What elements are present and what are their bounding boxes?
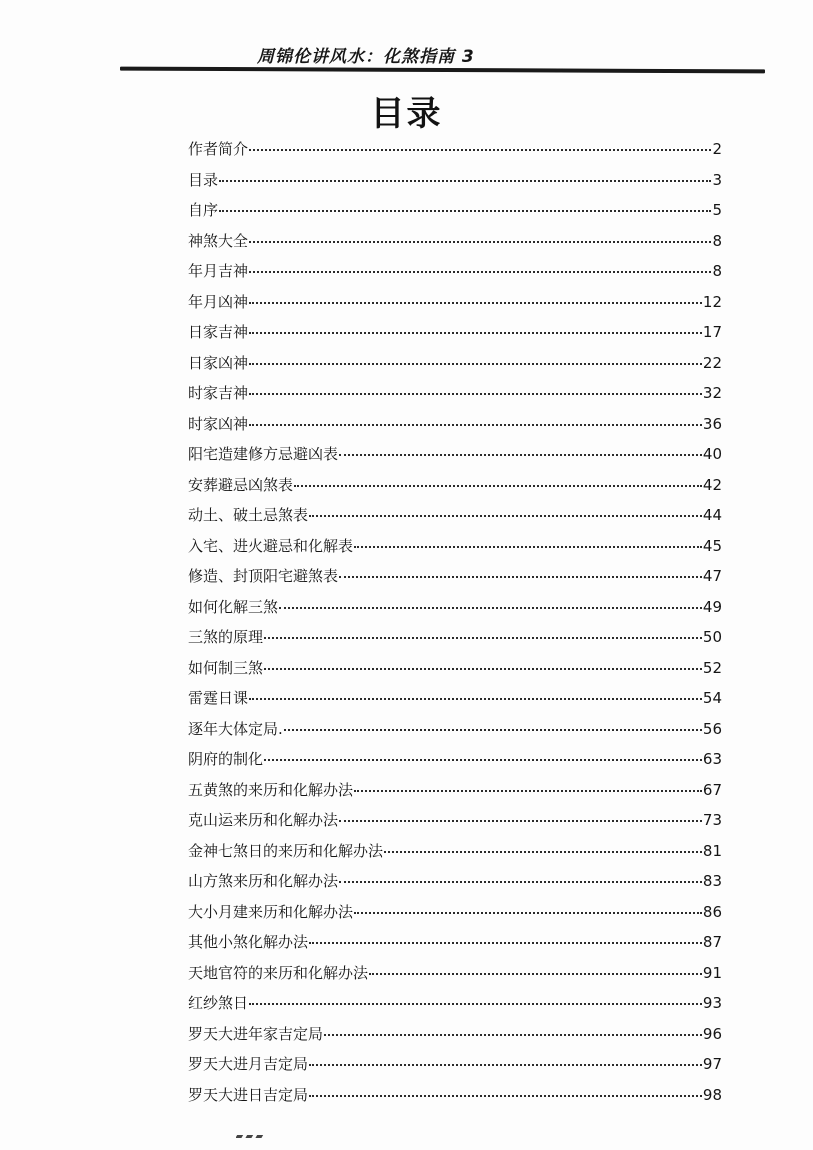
toc-entry-page-number: 5 [712,201,722,219]
dot-leader [369,973,702,975]
toc-entry[interactable] [188,1084,722,1115]
toc-entry[interactable] [188,1023,722,1054]
toc-entry-page-number: 49 [702,597,722,616]
dot-leader [339,820,702,822]
toc-entry[interactable] [188,687,722,718]
toc-entry-page-number: 98 [702,1085,722,1104]
toc-entry[interactable] [188,718,722,749]
toc-entry-label: 目录 [188,170,219,189]
toc-entry-label: 山方煞来历和化解办法 [188,872,339,890]
dot-leader [249,332,702,334]
toc-entry[interactable] [188,169,722,200]
toc-entry-label: 年月凶神 [188,292,249,311]
toc-entry[interactable] [188,321,722,352]
toc-entry[interactable] [188,504,722,535]
dot-leader [309,515,702,517]
toc-entry-label: 动土、破土忌煞表 [188,506,309,524]
toc-entry-label: 大小月建来历和化解办法 [188,902,354,921]
toc-entry-label: 时家吉神 [188,384,249,402]
toc-entry-label: 年月吉神 [188,262,249,280]
toc-entry-page-number: 87 [702,933,722,951]
toc-entry[interactable] [188,230,722,261]
toc-entry-page-number: 3 [712,170,722,189]
toc-entry-page-number: 12 [702,292,722,311]
toc-entry[interactable] [188,138,722,169]
toc-entry-label: 罗天大进年家吉定局 [188,1024,324,1043]
toc-entry-page-number: 83 [702,872,722,890]
toc-entry-label: 阴府的制化 [188,750,264,768]
footer-scan-mark [236,1124,276,1138]
toc-entry[interactable] [188,535,722,566]
toc-entry-page-number: 67 [702,780,722,799]
toc-entry-label: 天地官符的来历和化解办法 [188,963,369,982]
toc-entry-page-number: 56 [702,719,722,738]
dot-leader [279,607,702,609]
toc-entry-page-number: 81 [702,841,722,860]
toc-entry-page-number: 73 [702,811,722,829]
dot-leader [264,668,702,670]
page-title: 目录 [370,94,443,134]
dot-leader [219,210,711,212]
toc-entry[interactable] [188,931,722,962]
toc-entry-label: 日家吉神 [188,323,249,341]
dot-leader [264,637,702,639]
toc-entry-label: 红纱煞日 [188,994,249,1012]
dot-leader [354,546,702,548]
toc-entry-label: 时家凶神 [188,414,249,433]
dot-leader [219,180,711,182]
toc-entry-page-number: 8 [712,231,722,250]
toc-entry-label: 如何制三煞 [188,658,264,677]
toc-entry-label: 日家凶神 [188,353,249,372]
dot-leader [249,271,711,273]
toc-entry[interactable] [188,352,722,383]
dot-leader [249,241,711,243]
toc-entry-page-number: 36 [702,414,722,433]
toc-entry-label: 自序 [188,201,219,219]
toc-entry[interactable] [188,962,722,993]
toc-entry[interactable] [188,1053,722,1084]
toc-entry-label: 罗天大进日吉定局 [188,1085,309,1104]
toc-entry-page-number: 45 [702,536,722,555]
toc-entry[interactable] [188,596,722,627]
toc-entry-page-number: 52 [702,658,722,677]
dot-leader [339,454,702,456]
dot-leader [309,1095,702,1097]
toc-entry-page-number: 91 [702,963,722,982]
toc-entry[interactable] [188,382,722,413]
toc-entry-label: 神煞大全 [188,231,249,250]
toc-entry[interactable] [188,565,722,596]
dot-leader [384,851,702,853]
toc-entry[interactable] [188,474,722,505]
dot-leader [264,759,702,761]
dot-leader [249,363,702,365]
header-rule [120,67,765,74]
dot-leader [249,149,711,151]
toc-entry-page-number: 44 [702,506,722,524]
toc-entry-label: 阳宅造建修方忌避凶表 [188,445,339,463]
toc-entry[interactable] [188,291,722,322]
toc-entry-page-number: 97 [702,1055,722,1073]
dot-leader [249,393,702,395]
toc-entry-label: 安葬避忌凶煞表 [188,475,294,494]
toc-entry-label: 作者简介 [188,140,249,158]
toc-entry[interactable] [188,260,722,291]
dot-leader [284,729,702,731]
toc-entry-page-number: 93 [702,994,722,1012]
toc-entry-label: 罗天大进月吉定局 [188,1055,309,1073]
dot-leader [339,881,702,883]
dot-leader [294,485,702,487]
toc-entry-page-number: 63 [702,750,722,768]
running-header: 周锦伦讲风水：化煞指南 3 [257,47,475,67]
toc-entry-label: 入宅、进火避忌和化解表 [188,536,354,555]
toc-entry-label: 如何化解三煞 [188,597,279,616]
toc-entry-page-number: 22 [702,353,722,372]
dot-leader [354,912,702,914]
toc-entry-label: 其他小煞化解办法 [188,933,309,951]
toc-entry-page-number: 40 [702,445,722,463]
toc-entry[interactable] [188,626,722,657]
toc-entry-label: 金神七煞日的来历和化解办法 [188,841,384,860]
dot-leader [249,1003,702,1005]
toc-entry[interactable] [188,809,722,840]
toc-entry-label: 逐年大体定局. [188,719,283,738]
dot-leader [339,576,702,578]
toc-entry-page-number: 42 [702,475,722,494]
toc-entry-page-number: 86 [702,902,722,921]
dot-leader [249,424,702,426]
toc-entry[interactable] [188,779,722,810]
dot-leader [324,1034,702,1036]
toc-entry-page-number: 50 [702,628,722,646]
toc-entry-page-number: 47 [702,567,722,585]
toc-entry-page-number: 96 [702,1024,722,1043]
toc-entry-page-number: 2 [712,140,722,158]
toc-entry[interactable] [188,413,722,444]
table-of-contents [188,138,722,1114]
toc-entry-label: 五黄煞的来历和化解办法 [188,780,354,799]
toc-entry-label: 克山运来历和化解办法 [188,811,339,829]
toc-entry-label: 雷霆日课 [188,689,249,707]
toc-entry-page-number: 8 [712,262,722,280]
toc-entry[interactable] [188,657,722,688]
toc-entry[interactable] [188,901,722,932]
toc-entry-page-number: 17 [702,323,722,341]
toc-entry[interactable] [188,992,722,1023]
dot-leader [249,302,702,304]
dot-leader [354,790,702,792]
toc-entry-page-number: 32 [702,384,722,402]
dot-leader [309,942,702,944]
toc-entry-label: 三煞的原理 [188,628,264,646]
toc-entry[interactable] [188,748,722,779]
toc-entry[interactable] [188,840,722,871]
toc-entry[interactable] [188,199,722,230]
toc-entry-label: 修造、封顶阳宅避煞表 [188,567,339,585]
dot-leader [249,698,702,700]
dot-leader [309,1064,702,1066]
toc-entry[interactable] [188,870,722,901]
toc-entry[interactable] [188,443,722,474]
toc-entry-page-number: 54 [702,689,722,707]
